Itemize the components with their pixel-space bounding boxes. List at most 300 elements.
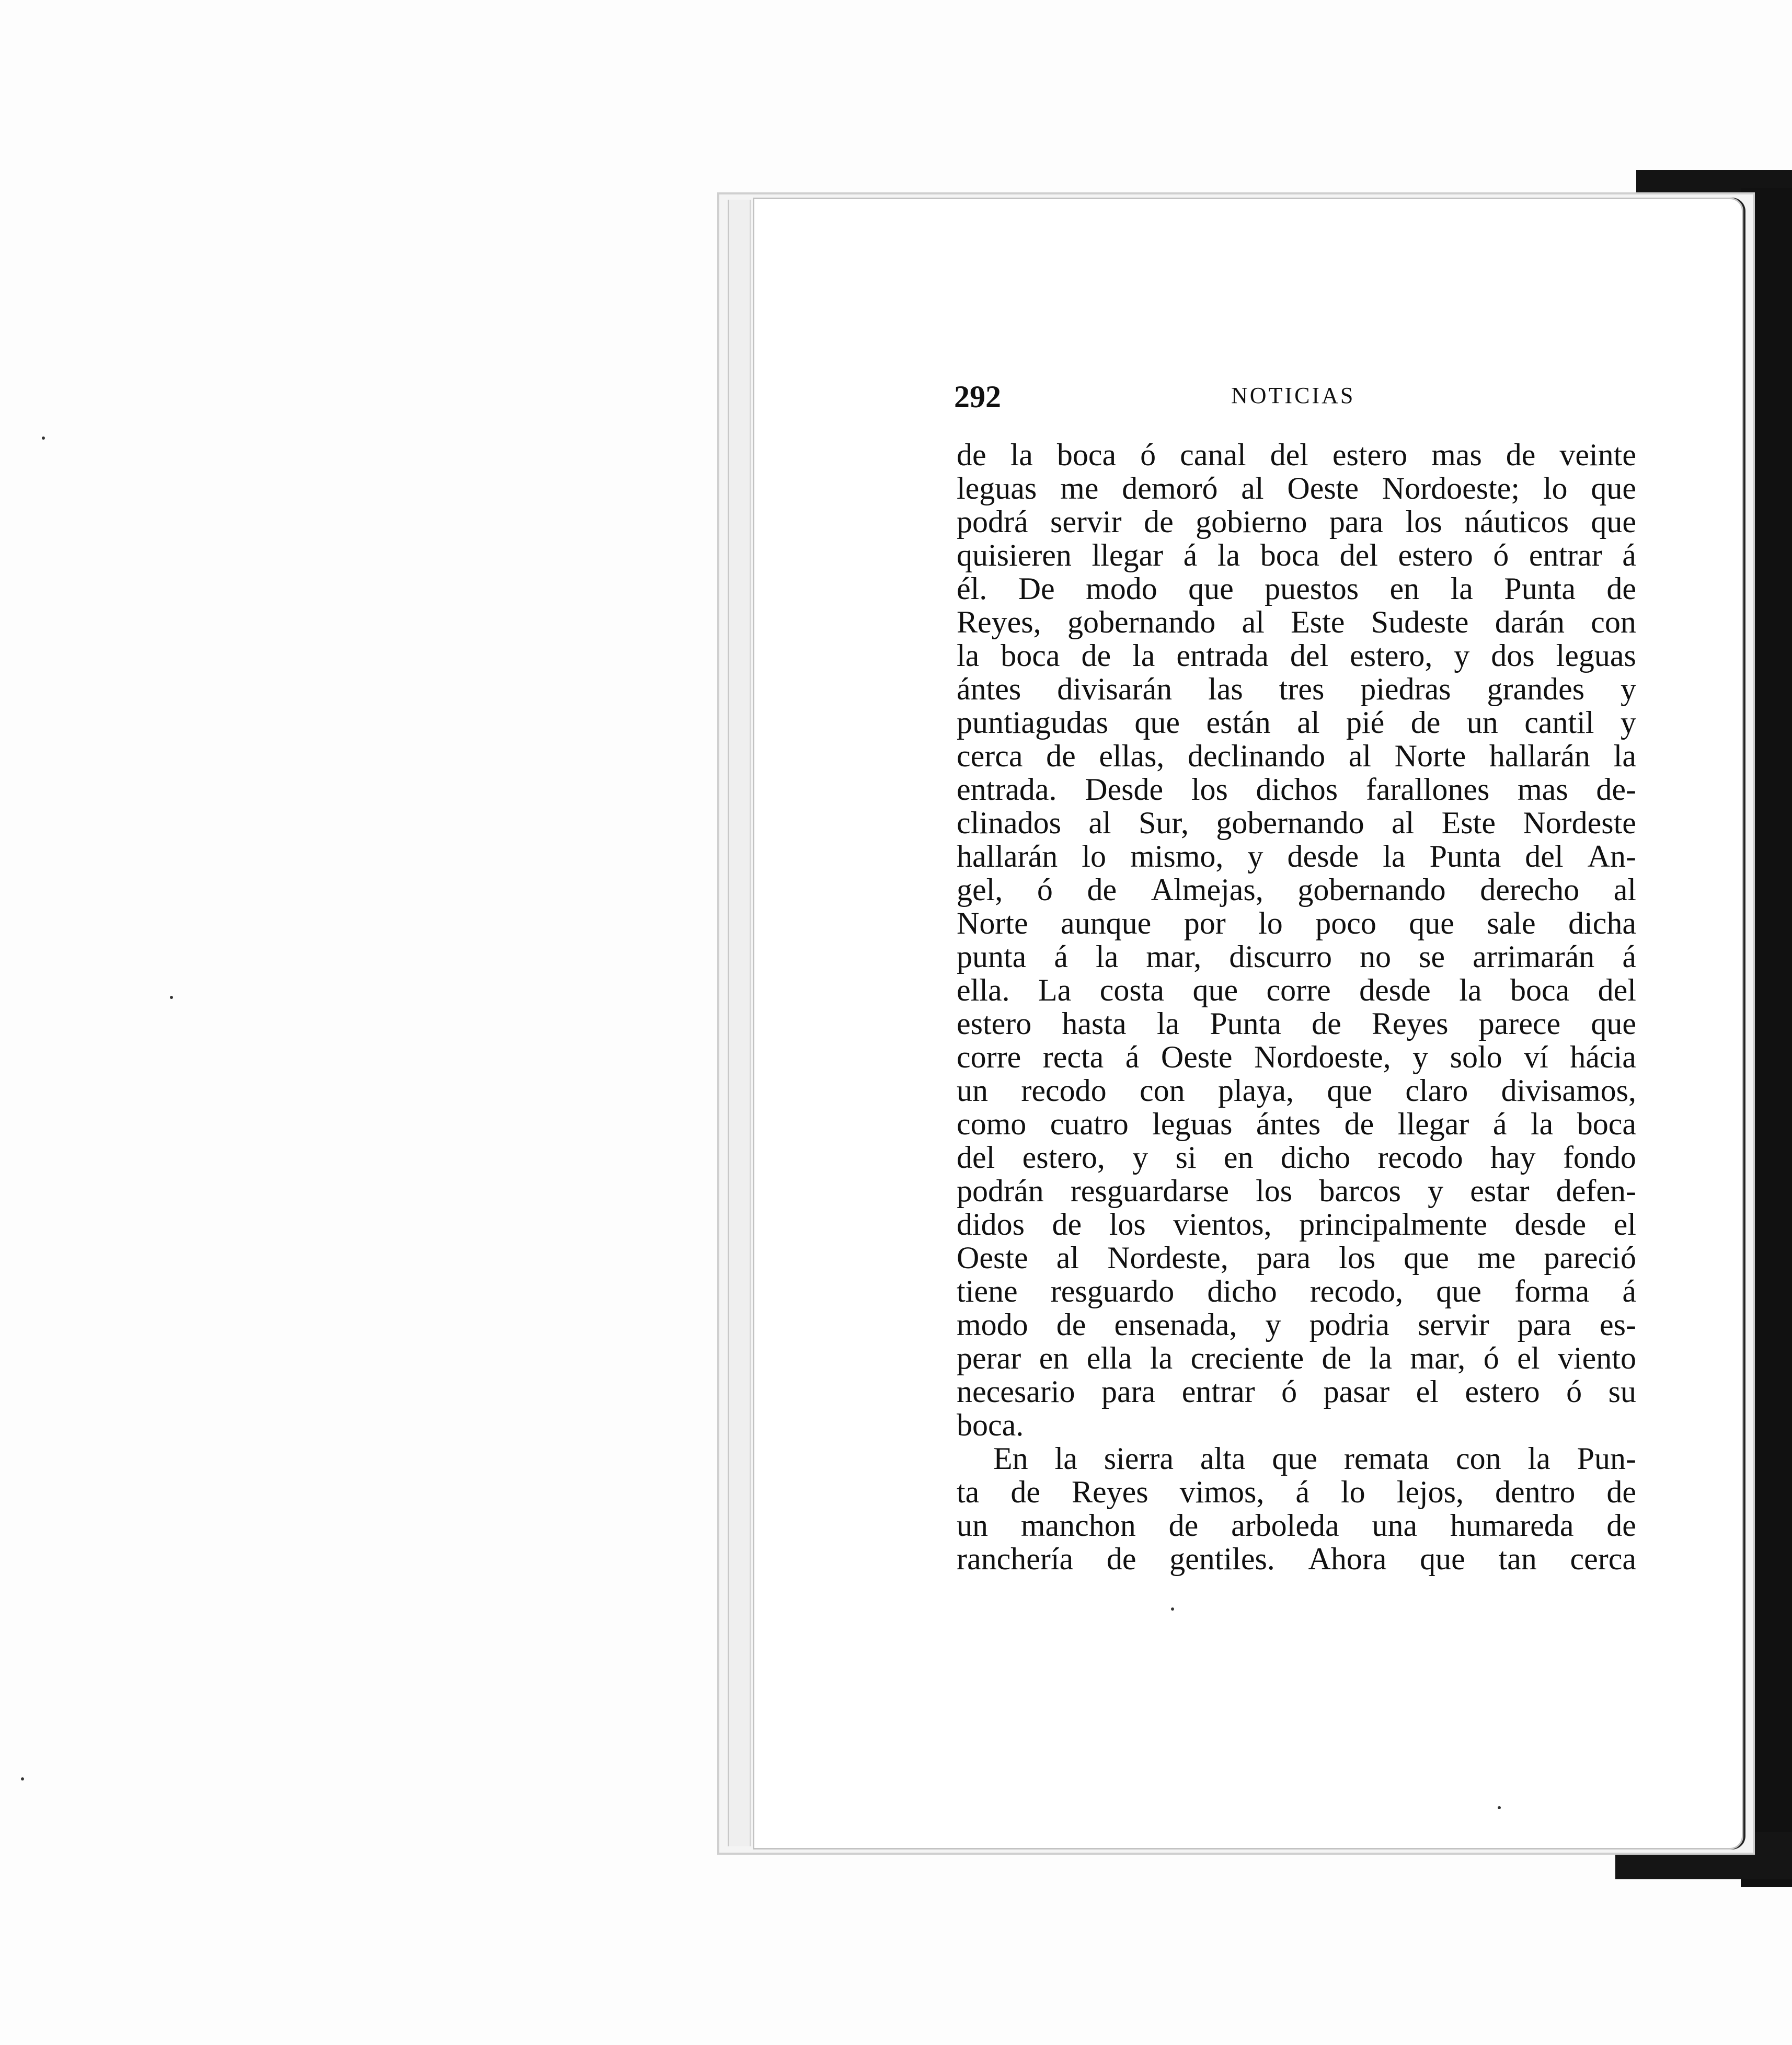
word: leguas — [957, 471, 1037, 505]
text-line — [957, 906, 1636, 940]
word: que — [1327, 1073, 1372, 1108]
word: del — [1339, 538, 1378, 572]
running-title: NOTICIAS — [1231, 383, 1356, 408]
word: desde — [1514, 1207, 1587, 1242]
word: lo — [1543, 471, 1568, 505]
word: y — [1412, 1040, 1429, 1074]
word: y — [1247, 839, 1263, 874]
word: al — [1391, 806, 1415, 840]
word: viento — [1557, 1341, 1636, 1375]
word: estero — [1465, 1374, 1540, 1409]
text-line — [957, 505, 1636, 538]
word: que — [1420, 1542, 1465, 1576]
word: la — [1613, 739, 1636, 773]
text-line — [957, 1509, 1636, 1542]
word: tan — [1498, 1542, 1537, 1576]
word: la — [1010, 438, 1033, 472]
word: con — [1591, 605, 1636, 639]
word: resguardarse — [1070, 1174, 1229, 1208]
word: á — [1492, 1107, 1507, 1141]
word: ó — [1037, 872, 1053, 907]
word: si — [1175, 1140, 1197, 1175]
text-line — [957, 572, 1636, 605]
word: gobernando — [1297, 872, 1446, 907]
word: forma — [1514, 1274, 1590, 1308]
scan-speck — [1498, 1806, 1501, 1809]
page-gutter-edge — [728, 200, 751, 1846]
word: para — [1256, 1240, 1311, 1275]
word: desde — [1287, 839, 1359, 874]
text-line — [957, 1107, 1636, 1141]
word: las — [1208, 672, 1243, 706]
word: de — [1144, 504, 1174, 539]
word: pié — [1346, 705, 1385, 740]
word: Sur, — [1139, 806, 1189, 840]
word: de — [1606, 1475, 1636, 1509]
page-number: 292 — [954, 380, 1001, 414]
word: al — [1297, 705, 1320, 740]
word: los — [1405, 504, 1442, 539]
word: el — [1613, 1207, 1636, 1242]
word: lo — [1341, 1475, 1365, 1509]
word: Desde — [1085, 772, 1164, 807]
word: de — [957, 438, 986, 472]
word: los — [1191, 772, 1228, 807]
word: me — [1060, 471, 1099, 505]
text-line — [957, 773, 1636, 806]
word: hasta — [1062, 1006, 1127, 1041]
word: ta — [957, 1475, 980, 1509]
word: desde — [1359, 973, 1431, 1007]
word: su — [1608, 1374, 1636, 1409]
word: de — [1312, 1006, 1341, 1041]
text-line — [957, 1241, 1636, 1274]
word: Ahora — [1308, 1542, 1387, 1576]
body-text — [957, 438, 1636, 1576]
word: puntiagudas — [957, 705, 1108, 740]
word: podria — [1309, 1307, 1389, 1342]
word: Almejas, — [1151, 872, 1263, 907]
word: que — [1188, 571, 1234, 606]
word: con — [1455, 1441, 1501, 1476]
word: pasar — [1323, 1374, 1390, 1409]
word: en — [1223, 1140, 1254, 1175]
word: una — [1372, 1508, 1418, 1543]
word: mas — [1431, 438, 1482, 472]
word: leguas — [1152, 1107, 1233, 1141]
word: para — [1329, 504, 1384, 539]
word: cerca — [957, 739, 1023, 773]
word: Nordeste — [1523, 806, 1636, 840]
word: de — [1606, 571, 1636, 606]
word: del — [1290, 638, 1329, 673]
word: la — [1150, 1341, 1173, 1375]
word: corre — [957, 1040, 1021, 1074]
word: el — [1517, 1341, 1540, 1375]
word: recta — [1042, 1040, 1104, 1074]
word: derecho — [1480, 872, 1580, 907]
text-line — [957, 1174, 1636, 1208]
word: didos — [957, 1207, 1025, 1242]
word: leguas — [1556, 638, 1636, 673]
word: con — [1140, 1073, 1185, 1108]
running-header — [954, 379, 1636, 426]
word: Nordoeste, — [1254, 1040, 1391, 1074]
word: de — [1052, 1207, 1082, 1242]
word: á — [1622, 1274, 1636, 1308]
text-line — [957, 538, 1636, 572]
word: manchon — [1020, 1508, 1136, 1543]
word: que — [1192, 973, 1238, 1007]
word: de — [1087, 872, 1117, 907]
word: tiene — [957, 1274, 1018, 1308]
word: la — [1369, 1341, 1392, 1375]
word: pareció — [1544, 1240, 1636, 1275]
word: boca — [1001, 638, 1060, 673]
word: que — [1272, 1441, 1317, 1476]
word: y — [1454, 638, 1470, 673]
word: podrán — [957, 1174, 1044, 1208]
word: estar — [1470, 1174, 1530, 1208]
word: ántes — [1256, 1107, 1321, 1141]
word: defen- — [1556, 1174, 1636, 1208]
word: que — [1591, 1006, 1636, 1041]
text-line — [957, 840, 1636, 873]
word: al — [1241, 471, 1264, 505]
word: un — [957, 1508, 988, 1543]
word: de — [1410, 705, 1441, 740]
word: y — [1265, 1307, 1281, 1342]
word: de- — [1596, 772, 1636, 807]
word: entrada. — [957, 772, 1057, 807]
word: lo — [1082, 839, 1106, 874]
word: ántes — [957, 672, 1021, 706]
word: la — [1530, 1107, 1554, 1141]
word: la — [957, 638, 980, 673]
word: grandes — [1487, 672, 1585, 706]
word: en — [1039, 1341, 1069, 1375]
word: de — [1010, 1475, 1040, 1509]
word: Norte — [1394, 739, 1466, 773]
word: de — [1046, 739, 1076, 773]
word: gobernando — [1216, 806, 1364, 840]
word: creciente — [1190, 1341, 1304, 1375]
word: Reyes — [1071, 1475, 1148, 1509]
word: dos — [1491, 638, 1535, 673]
word: podrá — [957, 504, 1028, 539]
word: corre — [1266, 973, 1331, 1007]
word: la — [1459, 973, 1482, 1007]
word: ó — [1566, 1374, 1582, 1409]
text-line — [957, 672, 1636, 706]
word: el — [1416, 1374, 1439, 1409]
word: y — [1428, 1174, 1444, 1208]
word: y — [1620, 705, 1636, 740]
word: cantil — [1524, 705, 1594, 740]
word: él. — [957, 571, 987, 606]
word: poco — [1315, 906, 1376, 940]
word: De — [1018, 571, 1055, 606]
word: para — [1517, 1307, 1571, 1342]
word: estero — [1398, 538, 1473, 572]
word: hácia — [1570, 1040, 1636, 1074]
word: de — [1506, 438, 1536, 472]
word: hay — [1490, 1140, 1536, 1175]
word: modo — [957, 1307, 1028, 1342]
word: los — [1339, 1240, 1376, 1275]
word: arboleda — [1231, 1508, 1339, 1543]
word: declinando — [1187, 739, 1326, 773]
word: tres — [1279, 672, 1325, 706]
word: recodo — [1021, 1073, 1107, 1108]
word: náuticos — [1464, 504, 1569, 539]
scan-speck — [42, 436, 45, 440]
word: llegar — [1397, 1107, 1469, 1141]
word: de — [1344, 1107, 1374, 1141]
text-line — [957, 1408, 1636, 1442]
word: piedras — [1360, 672, 1451, 706]
word: servir — [1417, 1307, 1489, 1342]
word: al — [1056, 1240, 1079, 1275]
word: Pun- — [1577, 1441, 1636, 1476]
text-line — [957, 1040, 1636, 1074]
text-line — [957, 605, 1636, 639]
word: boca. — [957, 1408, 1024, 1442]
word: la — [1096, 939, 1119, 974]
text-line — [957, 1375, 1636, 1408]
word: ó — [1493, 538, 1509, 572]
word: mar, — [1410, 1341, 1466, 1375]
word: Reyes, — [957, 605, 1041, 639]
word: hallarán — [1489, 739, 1591, 773]
word: necesario — [957, 1374, 1075, 1409]
word: claro — [1405, 1073, 1468, 1108]
word: de — [1168, 1508, 1199, 1543]
word: del — [1270, 438, 1308, 472]
word: y — [1132, 1140, 1148, 1175]
word: ó — [1483, 1341, 1499, 1375]
word: ó — [1281, 1374, 1297, 1409]
word: de — [1606, 1508, 1636, 1543]
text-line — [957, 1141, 1636, 1174]
word: fondo — [1563, 1140, 1636, 1175]
word: á — [1295, 1475, 1309, 1509]
word: gentiles. — [1169, 1542, 1275, 1576]
scan-speck — [21, 1777, 24, 1780]
word: dentro — [1495, 1475, 1576, 1509]
word: al — [1088, 806, 1111, 840]
word: la — [1156, 1006, 1180, 1041]
word: divisarán — [1057, 672, 1173, 706]
word: me — [1477, 1240, 1516, 1275]
word: la — [1054, 1441, 1077, 1476]
word: boca — [1510, 973, 1570, 1007]
word: divisamos, — [1501, 1073, 1636, 1108]
word: Punta — [1429, 839, 1501, 874]
word: resguardo — [1050, 1274, 1175, 1308]
word: no — [1360, 939, 1392, 974]
word: para — [1101, 1374, 1156, 1409]
word: principalmente — [1299, 1207, 1487, 1242]
word: gobierno — [1196, 504, 1307, 539]
word: de — [1106, 1542, 1136, 1576]
word: al — [1348, 739, 1372, 773]
word: lejos, — [1396, 1475, 1464, 1509]
word: Punta — [1210, 1006, 1281, 1041]
word: discurro — [1229, 939, 1332, 974]
word: estero, — [1022, 1140, 1105, 1175]
word: Nordeste, — [1107, 1240, 1228, 1275]
word: boca — [1056, 438, 1117, 472]
word: Oeste — [957, 1240, 1028, 1275]
word: un — [957, 1073, 988, 1108]
word: mismo, — [1130, 839, 1224, 874]
scan-speck — [170, 996, 173, 999]
word: La — [1038, 973, 1072, 1007]
scan-speck — [1171, 1607, 1174, 1611]
word: que — [1404, 1240, 1449, 1275]
word: á — [1054, 939, 1068, 974]
word: cuatro — [1050, 1107, 1129, 1141]
word: ella. — [957, 973, 1010, 1007]
word: Este — [1441, 806, 1496, 840]
text-line — [957, 1007, 1636, 1040]
word: los — [1256, 1174, 1293, 1208]
word: lo — [1258, 906, 1283, 940]
word: del — [957, 1140, 995, 1175]
word: costa — [1099, 973, 1165, 1007]
word: Norte — [957, 906, 1028, 940]
word: solo — [1450, 1040, 1502, 1074]
text-line — [957, 973, 1636, 1007]
text-line — [957, 1208, 1636, 1241]
word: Reyes — [1371, 1006, 1449, 1041]
word: veinte — [1559, 438, 1636, 472]
word: servir — [1050, 504, 1122, 539]
text-line — [957, 706, 1636, 739]
word: ella — [1086, 1341, 1132, 1375]
word: gobernando — [1067, 605, 1216, 639]
text-line — [957, 873, 1636, 906]
text-line — [957, 472, 1636, 505]
text-line — [957, 940, 1636, 973]
word: que — [1134, 705, 1180, 740]
word: barcos — [1319, 1174, 1401, 1208]
word: á — [1183, 538, 1198, 572]
word: modo — [1086, 571, 1157, 606]
word: dicho — [1280, 1140, 1351, 1175]
word: Oeste — [1287, 471, 1359, 505]
word: vimos, — [1179, 1475, 1265, 1509]
word: darán — [1495, 605, 1565, 639]
word: que — [1436, 1274, 1481, 1308]
word: mas — [1518, 772, 1568, 807]
text-line — [957, 806, 1636, 840]
word: están — [1206, 705, 1271, 740]
word: la — [1132, 638, 1155, 673]
word: ví — [1524, 1040, 1548, 1074]
word: mar, — [1146, 939, 1202, 974]
word: se — [1419, 939, 1445, 974]
word: ó — [1140, 438, 1156, 472]
word: los — [1109, 1207, 1146, 1242]
word: ellas, — [1099, 739, 1165, 773]
word: á — [1622, 939, 1636, 974]
word: Oeste — [1161, 1040, 1233, 1074]
word: ensenada, — [1114, 1307, 1237, 1342]
word: estero — [1332, 438, 1408, 472]
word: es- — [1600, 1307, 1636, 1342]
word: de — [1081, 638, 1111, 673]
word: aunque — [1061, 906, 1152, 940]
word: Sudeste — [1371, 605, 1469, 639]
word: como — [957, 1107, 1027, 1141]
word: demoró — [1122, 471, 1218, 505]
text-line — [957, 1341, 1636, 1375]
word: al — [1242, 605, 1265, 639]
word: perar — [957, 1341, 1021, 1375]
word: quisieren — [957, 538, 1072, 572]
word: que — [1409, 906, 1454, 940]
word: clinados — [957, 806, 1061, 840]
text-line — [957, 639, 1636, 672]
word: canal — [1180, 438, 1246, 472]
word: Este — [1291, 605, 1345, 639]
word: dicha — [1568, 906, 1636, 940]
word: y — [1621, 672, 1636, 706]
text-line — [957, 1274, 1636, 1308]
word: sierra — [1104, 1441, 1174, 1476]
word: entrar — [1529, 538, 1602, 572]
word: la — [1527, 1441, 1550, 1476]
word: parece — [1478, 1006, 1561, 1041]
text-line — [957, 1475, 1636, 1509]
word: llegar — [1092, 538, 1164, 572]
word: la — [1450, 571, 1473, 606]
text-line — [957, 739, 1636, 773]
word: vientos, — [1173, 1207, 1272, 1242]
text-line — [957, 438, 1636, 472]
text-line — [957, 1442, 1636, 1475]
word: Nordoeste; — [1382, 471, 1520, 505]
word: recodo, — [1309, 1274, 1404, 1308]
word: alta — [1200, 1441, 1246, 1476]
word: dicho — [1207, 1274, 1277, 1308]
word: Punta — [1504, 571, 1576, 606]
word: que — [1591, 504, 1636, 539]
word: puestos — [1265, 571, 1359, 606]
word: estero, — [1350, 638, 1433, 673]
word: En — [993, 1441, 1028, 1476]
word: la — [1217, 538, 1240, 572]
word: humareda — [1450, 1508, 1574, 1543]
word: entrar — [1181, 1374, 1255, 1409]
word: estero — [957, 1006, 1032, 1041]
word: boca — [1577, 1107, 1636, 1141]
word: recodo — [1377, 1140, 1463, 1175]
text-line — [957, 1074, 1636, 1107]
word: en — [1389, 571, 1420, 606]
word: entrada — [1176, 638, 1269, 673]
word: de — [1322, 1341, 1352, 1375]
word: un — [1466, 705, 1498, 740]
word: farallones — [1365, 772, 1490, 807]
word: remata — [1343, 1441, 1430, 1476]
word: de — [1056, 1307, 1086, 1342]
word: boca — [1260, 538, 1319, 572]
word: la — [1383, 839, 1406, 874]
word: playa, — [1218, 1073, 1294, 1108]
